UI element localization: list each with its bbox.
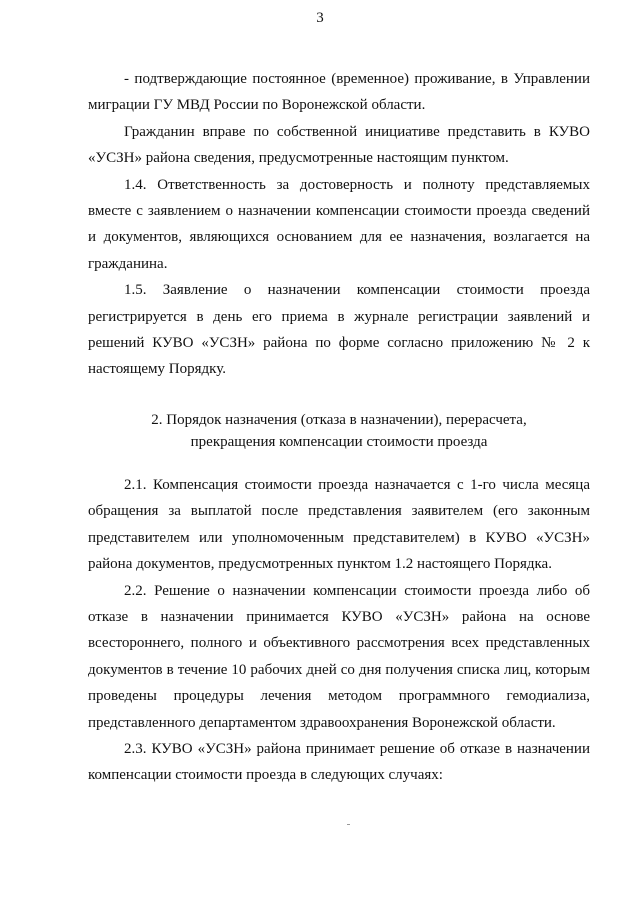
- scan-speck: [347, 824, 350, 825]
- section-2-heading-line-2: прекращения компенсации стоимости проезда: [190, 433, 488, 450]
- document-body: [88, 66, 590, 789]
- paragraph-1-4-responsibility: 1.4. Ответственность за достоверность и полноту представляемых вместе с заявлением о назначении компенсации стоимости проезда сведений и документов, являющихся основанием для ее назначения, возлагается на гражданина.: [88, 176, 590, 272]
- paragraph-2-1-assignment: 2.1. Компенсация стоимости проезда назначается с 1-го числа месяца обращения за выплатой после представления заявителем (его законным представителем или уполномоченным представителем) в КУВО «УСЗН» района документов, предусмотренных пунктом 1.2 настоящего Порядка.: [88, 476, 590, 573]
- paragraph-2-2-decision: 2.2. Решение о назначении компенсации стоимости проезда либо об отказе в назначении принимается КУВО «УСЗН» района на основе всестороннего, полного и объективного рассмотрения всех представленных документов в течение 10 рабочих дней со дня получения списка лиц, которым проведены процедуры лечения методом программного гемодиализа, представленного департаментом здравоохранения Воронежской области.: [88, 582, 590, 731]
- section-2-heading: [88, 409, 590, 453]
- paragraph-own-initiative: Гражданин вправе по собственной инициативе представить в КУВО «УСЗН» района сведения, предусмотренные настоящим пунктом.: [88, 123, 590, 167]
- paragraph-2-3-refusal: 2.3. КУВО «УСЗН» района принимает решение об отказе в назначении компенсации стоимости проезда в следующих случаях:: [88, 740, 590, 784]
- page-number: 3: [316, 10, 324, 26]
- paragraph-residence-docs: - подтверждающие постоянное (временное) проживание, в Управлении миграции ГУ МВД России по Воронежской области.: [88, 71, 590, 114]
- section-2-heading-line-1: 2. Порядок назначения (отказа в назначении), перерасчета,: [151, 411, 527, 428]
- paragraph-1-5-registration: 1.5. Заявление о назначении компенсации стоимости проезда регистрируется в день его приема в журнале регистрации заявлений и решений КУВО «УСЗН» района по форме согласно приложению № 2 к настоящему Порядку.: [88, 282, 590, 378]
